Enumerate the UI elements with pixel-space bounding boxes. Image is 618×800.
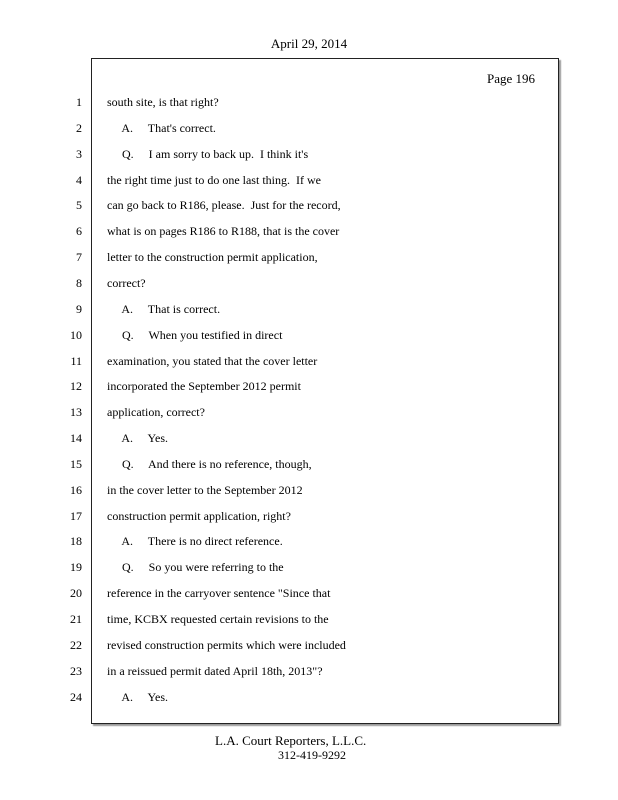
line-text: in the cover letter to the September 2012 [107,483,303,497]
line-number: 12 [70,379,82,393]
line-text: Q. And there is no reference, though, [107,457,312,471]
line-number: 7 [76,250,82,264]
line-text: Q. When you testified in direct [107,328,283,342]
line-number: 16 [70,483,82,497]
line-text: what is on pages R186 to R188, that is the cover [107,224,340,238]
line-text: time, KCBX requested certain revisions to the [107,612,329,626]
line-number: 8 [76,276,82,290]
line-text: revised construction permits which were included [107,638,346,652]
line-number: 24 [70,690,82,704]
line-number: 22 [70,638,82,652]
line-text: A. Yes. [107,431,169,445]
reporter-company: L.A. Court Reporters, L.L.C. [215,733,367,748]
line-text: A. Yes. [107,690,169,704]
line-text: incorporated the September 2012 permit [107,379,301,393]
line-text: Q. So you were referring to the [107,560,284,574]
transcript-date: April 29, 2014 [270,36,348,51]
line-number: 14 [70,431,82,445]
line-number: 6 [76,224,82,238]
line-text: A. There is no direct reference. [107,534,283,548]
line-text: Q. I am sorry to back up. I think it's [107,147,309,161]
line-text: construction permit application, right? [107,509,291,523]
line-text: can go back to R186, please. Just for the record, [107,198,341,212]
line-text: south site, is that right? [107,95,219,109]
line-number: 2 [76,121,82,135]
line-text: examination, you stated that the cover letter [107,354,318,368]
line-number: 20 [70,586,82,600]
line-number: 11 [70,354,82,368]
line-number: 3 [76,147,82,161]
line-number: 5 [76,198,82,212]
line-number: 13 [70,405,82,419]
line-text: correct? [107,276,146,290]
line-number: 23 [70,664,82,678]
line-number: 1 [76,95,82,109]
line-text: A. That is correct. [107,302,221,316]
line-number: 4 [76,173,82,187]
line-number: 18 [70,534,82,548]
page-number: Page 196 [487,71,536,86]
line-number: 9 [76,302,82,316]
line-text: letter to the construction permit application, [107,250,318,264]
line-number: 15 [70,457,82,471]
reporter-phone: 312-419-9292 [278,748,346,762]
line-number: 21 [70,612,82,626]
line-text: application, correct? [107,405,205,419]
line-text: reference in the carryover sentence "Since that [107,586,331,600]
line-number: 17 [70,509,82,523]
line-number: 19 [70,560,82,574]
line-number: 10 [70,328,82,342]
line-text: in a reissued permit dated April 18th, 2013"? [107,664,323,678]
line-text: A. That's correct. [107,121,216,135]
line-text: the right time just to do one last thing. If we [107,173,321,187]
